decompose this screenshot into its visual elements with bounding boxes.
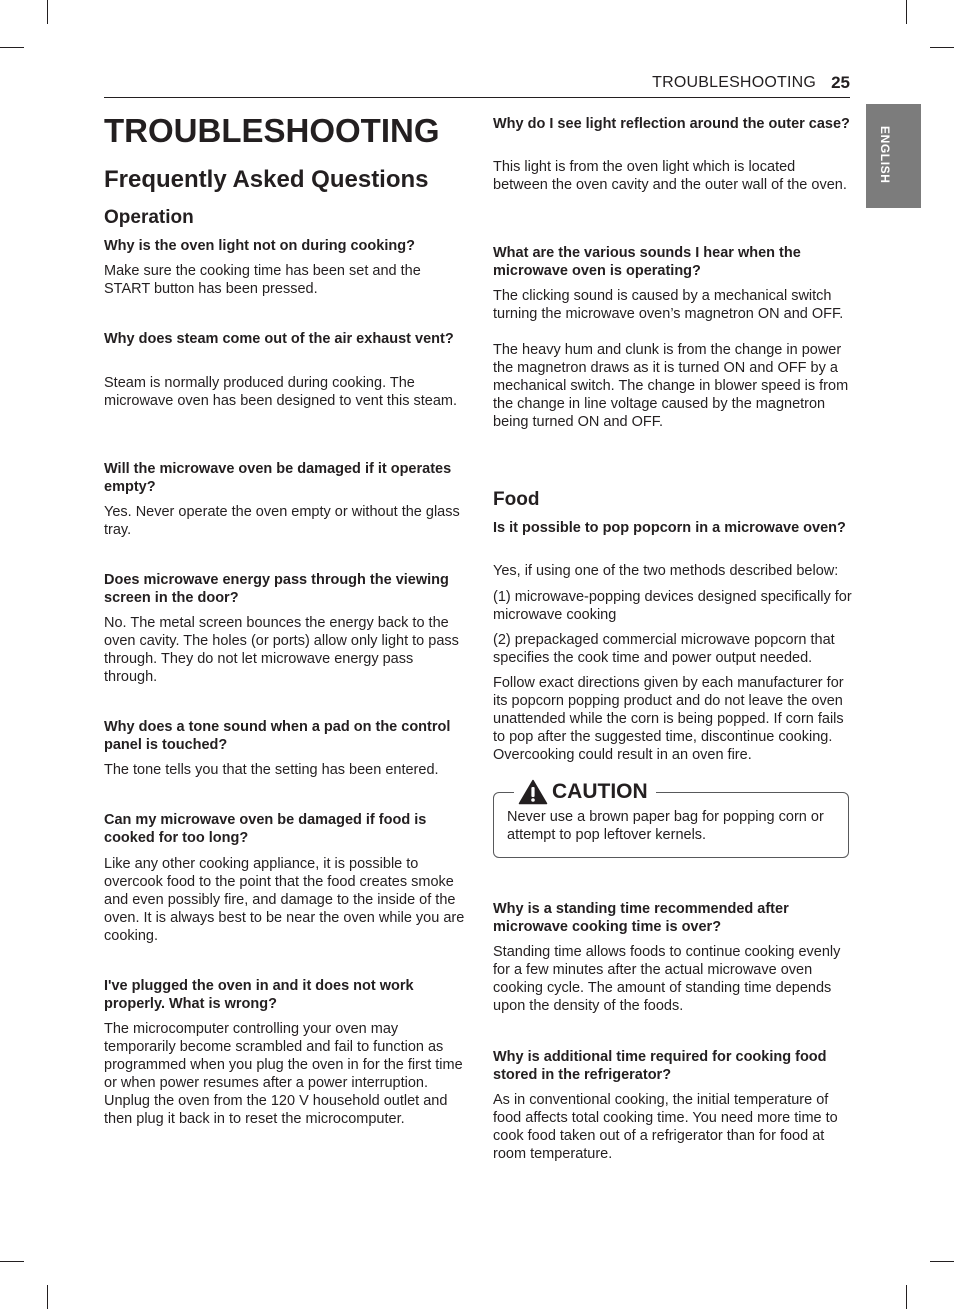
caution-box	[493, 780, 849, 858]
faq-question: Why is additional time required for cooking food stored in the refrigerator?	[493, 1049, 827, 1083]
faq-question: Why is the oven light not on during cooking?	[104, 238, 415, 254]
faq-question: Is it possible to pop popcorn in a microwave oven?	[493, 520, 846, 536]
crop-mark	[47, 0, 48, 24]
faq-question: What are the various sounds I hear when the microwave oven is operating?	[493, 245, 801, 279]
page-subtitle: Frequently Asked Questions	[104, 166, 429, 193]
faq-question: I've plugged the oven in and it does not work properly. What is wrong?	[104, 978, 414, 1012]
faq-question: Why is a standing time recommended after microwave cooking time is over?	[493, 901, 789, 935]
faq-question: Will the microwave oven be damaged if it operates empty?	[104, 461, 452, 495]
page-title: TROUBLESHOOTING	[104, 112, 440, 149]
crop-mark	[930, 47, 954, 48]
section-heading-operation: Operation	[104, 207, 194, 228]
faq-answer: The microcomputer controlling your oven may temporarily become scrambled and fail to function as programmed when you plug the oven in for the first time or when power resumes after a power interruption. Unplug the oven from the 120 V household outlet and then plug it back in to reset the microcomputer.	[104, 1021, 463, 1127]
language-tab-label: ENGLISH	[878, 126, 892, 184]
faq-answer: Steam is normally produced during cooking. The microwave oven has been designed to vent this steam.	[104, 375, 458, 409]
faq-answer: Like any other cooking appliance, it is possible to overcook food to the point that the food creates smoke and even possibly fire, and damage to the inside of the oven. It is always best to be near the oven while you are cooking.	[104, 856, 465, 944]
running-header	[104, 72, 850, 98]
faq-answer: Yes. Never operate the oven empty or without the glass tray.	[104, 504, 460, 538]
section-heading-food: Food	[493, 489, 540, 510]
crop-mark	[906, 1285, 907, 1309]
crop-mark	[47, 1285, 48, 1309]
faq-answer: Standing time allows foods to continue cooking evenly for a few minutes after the actual microwave oven cooking cycle. The amount of standing time depends upon the density of the foods.	[493, 944, 841, 1014]
faq-answer: No. The metal screen bounces the energy back to the oven cavity. The holes (or ports) allow only light to pass through. They do not let microwave energy pass through.	[104, 615, 459, 685]
faq-answer: Make sure the cooking time has been set and the START button has been pressed.	[104, 263, 421, 297]
crop-mark	[0, 47, 24, 48]
page-number: 25	[831, 73, 850, 92]
faq-answer: This light is from the oven light which is located between the oven cavity and the outer wall of the oven.	[493, 159, 847, 193]
faq-question: Does microwave energy pass through the viewing screen in the door?	[104, 572, 449, 606]
caution-text: Never use a brown paper bag for popping corn or attempt to pop leftover kernels.	[507, 809, 824, 843]
faq-question: Why does a tone sound when a pad on the control panel is touched?	[104, 719, 451, 753]
faq-question: Can my microwave oven be damaged if food is cooked for too long?	[104, 812, 427, 846]
faq-answer-method-2: (2) prepackaged commercial microwave popcorn that specifies the cook time and power output needed.	[493, 632, 835, 666]
header-section-title: TROUBLESHOOTING	[652, 74, 816, 91]
caution-label	[514, 779, 656, 805]
faq-answer-continued: The heavy hum and clunk is from the change in power the magnetron draws as it is turned ON and OFF by a mechanical switch. The change in blower speed is from the change in line voltage caused by the magnetron being turned ON and OFF.	[493, 342, 849, 430]
faq-answer: The clicking sound is caused by a mechanical switch turning the microwave oven’s magnetron ON and OFF.	[493, 288, 844, 322]
faq-answer: As in conventional cooking, the initial temperature of food affects total cooking time. You need more time to cook food taken out of a refrigerator than for food at room temperature.	[493, 1092, 838, 1162]
faq-answer-method-1: (1) microwave-popping devices designed specifically for microwave cooking	[493, 589, 852, 623]
crop-mark	[906, 0, 907, 24]
warning-triangle-icon	[518, 779, 548, 805]
crop-mark	[930, 1261, 954, 1262]
language-tab	[866, 104, 921, 208]
faq-answer: The tone tells you that the setting has been entered.	[104, 762, 439, 778]
faq-answer: Yes, if using one of the two methods described below:	[493, 563, 839, 579]
faq-question: Why do I see light reflection around the outer case?	[493, 116, 850, 132]
crop-mark	[0, 1261, 24, 1262]
caution-title: CAUTION	[552, 780, 648, 803]
faq-question: Why does steam come out of the air exhaust vent?	[104, 331, 454, 347]
faq-answer-directions: Follow exact directions given by each manufacturer for its popcorn popping product and do not leave the oven unattended while the corn is being popped. If corn fails to pop after the suggested time, discontinue cooking. Overcooking could result in an oven fire.	[493, 675, 844, 763]
